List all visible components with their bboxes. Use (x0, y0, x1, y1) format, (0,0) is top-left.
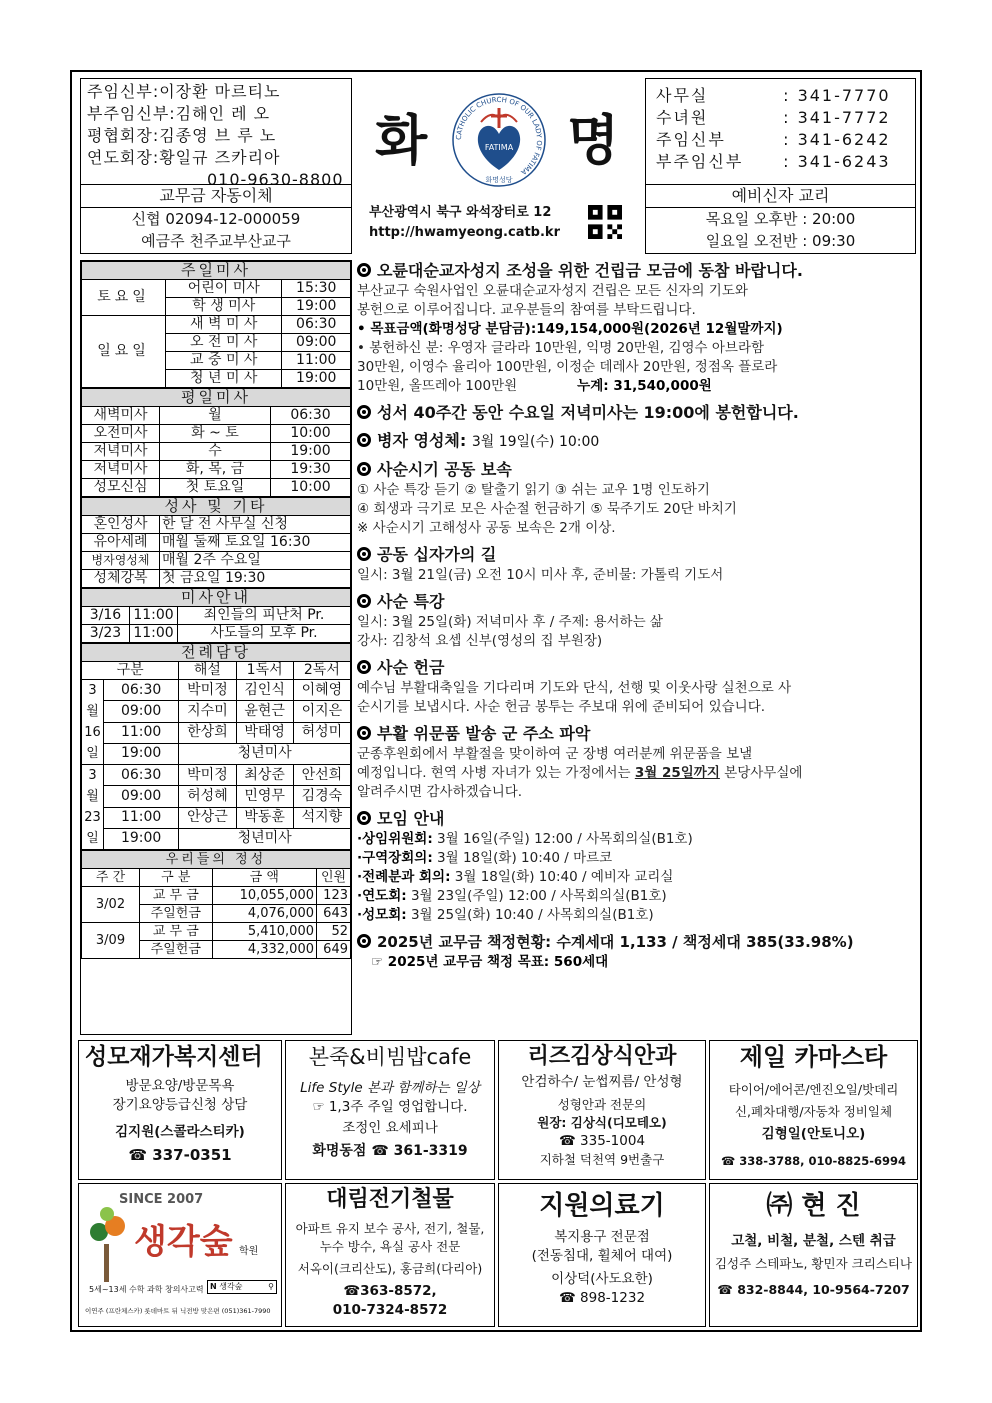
liturgy-time: 09:00 (104, 701, 179, 722)
reader-1: 박태영 (236, 722, 293, 743)
ad-phone: ☎ 832-8844, 10-9564-7207 (717, 1282, 910, 1297)
mass-type: 성모신심 (82, 479, 160, 497)
ad-text: 방문요양/방문목욕 (125, 1078, 235, 1094)
logo-ring-text: CATHOLIC CHURCH OF OUR LADY OF FATIMA (454, 95, 544, 177)
notice-title: 오륜대순교자성지 조성을 위한 건립금 모금에 동참 바랍니다. (377, 261, 803, 280)
youth-mass: 청년미사 (179, 743, 351, 764)
mass-name: 학 생 미사 (166, 298, 282, 316)
mass-time: 10:00 (271, 479, 351, 497)
section-title: 성사 및 기타 (82, 498, 351, 516)
mass-time: 06:30 (271, 407, 351, 425)
catechism-box (646, 184, 915, 253)
youth-mass: 청년미사 (179, 828, 351, 849)
search-text: 생각숲 (219, 1282, 243, 1291)
section-title: 평일미사 (82, 389, 351, 407)
mass-guide-table (81, 588, 351, 643)
ad-title: 대림전기철물 (326, 1187, 454, 1212)
ad-since: SINCE 2007 (119, 1192, 204, 1207)
offering-count: 643 (317, 905, 351, 923)
ad-contact: 김형일(안토니오) (761, 1126, 866, 1142)
phone-row: 수녀원 : 341-7772 (656, 108, 891, 127)
offering-kind: 주일헌금 (140, 941, 213, 959)
offering-week: 3/02 (82, 887, 140, 923)
ad-contact: 조정인 요세피나 (342, 1120, 438, 1136)
commentator: 박미정 (179, 680, 236, 701)
guide-date: 3/16 (82, 607, 130, 625)
ad-contact: 서옥이(크리산도), 홍금희(다리아) (297, 1261, 483, 1276)
liturgy-time: 11:00 (104, 722, 179, 743)
reader-2: 이혜영 (293, 680, 350, 701)
phone-number: 341-6243 (797, 152, 891, 171)
ad-phone: 010-7324-8572 (332, 1302, 448, 1318)
ad-text: 복지용구 전문점 (554, 1229, 650, 1245)
meeting-name: ·연도회: (357, 888, 407, 904)
ad-phone: ☎ 337-0351 (128, 1146, 232, 1164)
commentator: 한상희 (179, 722, 236, 743)
bullet-icon (357, 547, 371, 561)
ad-tag: 학원 (239, 1246, 259, 1257)
offering-amount: 10,055,000 (212, 887, 316, 905)
staff-line: 평협회장:김종영 브 루 노 (87, 126, 277, 145)
sacrament-name: 병자영성체 (82, 552, 160, 570)
offering-amount: 4,076,000 (212, 905, 316, 923)
logo-bottom-text: 화명성당 (485, 176, 513, 184)
reader-1: 민영무 (236, 786, 293, 807)
liturgy-time: 19:00 (104, 828, 179, 849)
donor-list: • 봉헌하신 분: 우영자 글라라 10만원, 익명 20만원, 김영수 아브라함 (357, 340, 765, 356)
notice-sick-communion (357, 430, 915, 453)
mass-days: 화, 목, 금 (160, 461, 271, 479)
ad-eye-clinic (498, 1040, 706, 1180)
ad-title: 제일 카마스타 (739, 1043, 888, 1071)
offering-week: 3/09 (82, 923, 140, 959)
commentator: 지수미 (179, 701, 236, 722)
ad-phone: ☎ 898-1232 (558, 1290, 646, 1306)
offering-count: 649 (317, 941, 351, 959)
sunday-mass-table (81, 261, 351, 388)
phone-row: 주임신부 : 341-6242 (656, 130, 891, 149)
ad-bonjuk (285, 1040, 495, 1180)
phone-number: 341-7772 (797, 108, 891, 127)
auto-transfer-box (81, 184, 351, 253)
staff-phone: 010-9630-8800 (207, 170, 344, 189)
ad-car-master (709, 1040, 918, 1180)
notice-detail: 3월 19일(수) 10:00 (471, 434, 600, 450)
bullet-icon (357, 811, 371, 825)
notice-building-fund (357, 260, 915, 396)
liturgy-time: 11:00 (104, 807, 179, 828)
mass-time: 09:00 (282, 334, 351, 352)
ad-text: 신,폐차대행/자동차 정비일체 (734, 1104, 893, 1119)
logo-center-text: FATIMA (484, 143, 514, 152)
sacrament-detail: 첫 금요일 19:30 (160, 570, 351, 588)
ad-home-care (78, 1040, 282, 1180)
mass-time: 11:00 (282, 352, 351, 370)
mass-time: 19:30 (271, 461, 351, 479)
sacrament-name: 혼인성사 (82, 516, 160, 534)
search-icon: ⚲ (268, 1282, 274, 1291)
notice-title: 성서 40주간 동안 수요일 저녁미사는 19:00에 봉헌합니다. (377, 403, 799, 422)
donor-list: 10만원, 올뜨레아 100만원 (357, 378, 518, 394)
column-header: 금 액 (212, 869, 316, 887)
notice-military-gifts (357, 723, 915, 802)
reader-2: 김경숙 (293, 786, 350, 807)
notice-text: 일시: 3월 21일(금) 오전 10시 미사 후, 준비물: 가톨릭 기도서 (357, 567, 724, 583)
bullet-icon (357, 660, 371, 674)
mass-type: 저녁미사 (82, 461, 160, 479)
tree-icon (87, 1204, 127, 1284)
ad-electric-hardware (285, 1183, 495, 1327)
offering-amount: 4,332,000 (212, 941, 316, 959)
column-header: 구 분 (140, 869, 213, 887)
notices-column (357, 260, 915, 1035)
weekday-mass-table (81, 388, 351, 497)
reader-1: 윤현근 (236, 701, 293, 722)
reader-1: 최상준 (236, 765, 293, 786)
ad-text: 5세~13세 수학 과학 창의사고력 (89, 1285, 204, 1294)
phone-label: 수녀원 (656, 108, 709, 127)
staff-line: 연도회장:황일규 즈카리아 (87, 148, 281, 167)
notice-title: 사순 특강 (377, 592, 445, 611)
account-holder: 예금주 천주교부산교구 (141, 232, 291, 250)
notice-text: 봉헌으로 이루어집니다. 교우분들의 참여를 부탁드립니다. (357, 302, 696, 318)
ad-text: (전동침대, 휠체어 대여) (531, 1248, 673, 1264)
qr-code-icon[interactable] (588, 205, 622, 239)
guide-intention: 죄인들의 피난처 Pr. (178, 607, 351, 625)
address: 부산광역시 북구 와석장터로 12 (369, 205, 552, 220)
staff-box (80, 78, 352, 254)
deadline: 3월 25일까지 (634, 765, 720, 781)
column-header: 1독서 (236, 662, 293, 680)
liturgy-date: 3월16일 (82, 680, 104, 765)
bullet-icon (357, 934, 371, 948)
liturgy-time: 06:30 (104, 765, 179, 786)
ad-thinking-forest (78, 1183, 282, 1327)
ad-contact: 김성주 스테파노, 황민자 크리스티나 (714, 1256, 913, 1271)
ad-title: 지원의료기 (539, 1191, 665, 1221)
website-link[interactable]: http://hwamyeong.catb.kr (369, 225, 560, 240)
liturgy-time: 19:00 (104, 743, 179, 764)
ad-text: 장기요양등급신청 상담 (112, 1097, 248, 1113)
ad-text: 지하철 덕천역 9번출구 (539, 1152, 665, 1167)
ad-phone: ☎363-8572, (343, 1283, 437, 1299)
notice-title: 모임 안내 (377, 809, 445, 828)
commentator: 안상근 (179, 807, 236, 828)
sacrament-name: 유아세례 (82, 534, 160, 552)
notice-text: 순시기를 보냅시다. 사순 헌금 봉투는 주보대 위에 준비되어 있습니다. (357, 699, 766, 715)
phone-label: 사무실 (656, 86, 709, 105)
meeting-detail: 3월 18일(화) 10:40 / 마르코 (432, 850, 613, 866)
notice-meetings (357, 808, 915, 925)
mass-time: 15:30 (282, 280, 351, 298)
sacrament-detail: 매월 2주 수요일 (160, 552, 351, 570)
notice-text: 예수님 부활대축일을 기다리며 기도와 단식, 선행 및 이웃사랑 실천으로 사 (357, 680, 792, 696)
ad-hyunjin (709, 1183, 918, 1327)
column-header: 인원 (317, 869, 351, 887)
catechism-title: 예비신자 교리 (646, 185, 915, 208)
mass-name: 새 벽 미 사 (166, 316, 282, 334)
bullet-icon (357, 462, 371, 476)
reader-2: 이지은 (293, 701, 350, 722)
meeting-row (357, 849, 915, 868)
ad-medical-devices (498, 1183, 706, 1327)
notice-title: 사순 헌금 (377, 658, 445, 677)
section-title: 주일미사 (82, 262, 351, 280)
meeting-row (357, 830, 915, 849)
ad-title: 성모재가복지센터 (85, 1044, 263, 1070)
meeting-name: ·전례분과 회의: (357, 869, 451, 885)
meeting-row (357, 868, 915, 887)
phone-row: 사무실 : 341-7770 (656, 86, 891, 105)
ad-phone: ☎ 338-3788, 010-8825-6994 (720, 1154, 907, 1168)
notice-lent-lecture (357, 591, 915, 651)
notice-lent-penance (357, 459, 915, 538)
notice-dues-status (357, 931, 915, 972)
guide-intention: 사도들의 모후 Pr. (178, 625, 351, 643)
mass-name: 교 중 미 사 (166, 352, 282, 370)
dues-goal: ☞ 2025년 교무금 책정 목표: 560세대 (371, 954, 609, 970)
day-label: 토요일 (82, 280, 166, 316)
notice-text: ① 사순 특강 듣기 ② 탈출기 읽기 ③ 쉬는 교우 1명 인도하기 (357, 482, 710, 498)
guide-time: 11:00 (130, 607, 178, 625)
title-right-char: 명 (567, 109, 620, 172)
meeting-name: ·구역장회의: (357, 850, 433, 866)
bulletin-page (70, 70, 922, 1332)
meeting-name: ·성모회: (357, 907, 407, 923)
notice-text: 부산교구 숙원사업인 오륜대순교자성지 건립은 모든 신자의 기도와 (357, 283, 748, 299)
ad-title: 생각숲 (134, 1222, 233, 1262)
ad-phone: 화명동점 ☎ 361-3319 (312, 1143, 468, 1159)
mass-time: 19:00 (282, 298, 351, 316)
offering-kind: 교 무 금 (140, 923, 213, 941)
ad-text: Life Style 본과 함께하는 일상 (300, 1080, 480, 1096)
address-block (369, 203, 560, 243)
mass-days: 화 ~ 토 (160, 425, 271, 443)
column-header: 구분 (82, 662, 179, 680)
schedule-column (80, 260, 352, 1035)
column-header: 2독서 (293, 662, 350, 680)
ad-text: 성형안과 전문의 (557, 1097, 647, 1112)
bullet-icon (357, 726, 371, 740)
mass-time: 19:00 (282, 370, 351, 388)
phone-label: 주임신부 (656, 130, 726, 149)
title-left-char: 화 (375, 109, 428, 172)
masthead (355, 78, 642, 254)
offering-kind: 주일헌금 (140, 905, 213, 923)
liturgy-table (81, 643, 351, 850)
mass-time: 19:00 (271, 443, 351, 461)
mass-name: 오 전 미 사 (166, 334, 282, 352)
ad-text: 안검하수/ 눈썹찌름/ 안성형 (521, 1074, 683, 1090)
mass-days: 수 (160, 443, 271, 461)
guide-time: 11:00 (130, 625, 178, 643)
phone-label: 부주임신부 (656, 152, 744, 171)
meeting-row (357, 887, 915, 906)
reader-2: 안선희 (293, 765, 350, 786)
ad-contact: 원장: 김상식(디모테오) (537, 1115, 667, 1130)
mass-type: 저녁미사 (82, 443, 160, 461)
ad-text: 누수 방수, 욕실 공사 전문 (319, 1239, 461, 1254)
ad-contact: 이연주 (프란체스카) 롯데마트 뒤 닉전방 맞은편 (051)361-7990 (85, 1307, 271, 1315)
catechism-line: 목요일 오후반 : 20:00 (705, 210, 856, 228)
mass-type: 새벽미사 (82, 407, 160, 425)
sacrament-detail: 매월 둘째 토요일 16:30 (160, 534, 351, 552)
search-box: N 생각숲 ⚲ (207, 1280, 277, 1294)
notice-text: 알려주시면 감사하겠습니다. (357, 784, 523, 800)
offering-amount: 5,410,000 (212, 923, 316, 941)
mass-time: 10:00 (271, 425, 351, 443)
commentator: 박미정 (179, 765, 236, 786)
ad-title: 리즈김상식안과 (527, 1044, 677, 1069)
offering-count: 52 (317, 923, 351, 941)
phone-row: 부주임신부 : 341-6243 (656, 152, 891, 171)
ad-text: ☞ 1,3주 주일 영업합니다. (312, 1099, 468, 1115)
notice-title: 2025년 교무금 책정현황: 수계세대 1,133 / 책정세대 385(33.98%) (377, 933, 854, 951)
mass-time: 06:30 (282, 316, 351, 334)
reader-2: 허성미 (293, 722, 350, 743)
ad-text: 타이어/에어콘/엔진오일/밧데리 (728, 1082, 899, 1097)
notice-title: 병자 영성체: (377, 431, 467, 450)
sacrament-name: 성체강복 (82, 570, 160, 588)
notice-title: 공동 십자가의 길 (377, 545, 497, 564)
liturgy-time: 06:30 (104, 680, 179, 701)
ad-contact: 이상덕(사도요한) (551, 1271, 653, 1287)
phone-box (645, 78, 916, 254)
ad-text: 아파트 유지 보수 공사, 전기, 철물, (295, 1221, 485, 1236)
auto-transfer-title: 교무금 자동이체 (81, 185, 351, 208)
parish-logo (451, 92, 547, 188)
notice-text: 군종후원회에서 부활절을 맞이하여 군 장병 여러분께 위문품을 보낼 (357, 746, 753, 762)
staff-line: 주임신부:이장환 마르티노 (87, 82, 281, 101)
ad-title: ㈜ 현 진 (766, 1191, 861, 1221)
sacrament-detail: 한 달 전 사무실 신청 (160, 516, 351, 534)
notice-text: 강사: 김창석 요셉 신부(영성의 집 부원장) (357, 633, 603, 649)
notice-title: 부활 위문품 발송 군 주소 파악 (377, 724, 591, 743)
section-title: 미사안내 (82, 589, 351, 607)
column-header: 해설 (179, 662, 236, 680)
notice-text: ※ 사순시기 고해성사 공동 보속은 2개 이상. (357, 520, 616, 536)
liturgy-time: 09:00 (104, 786, 179, 807)
bullet-icon (357, 594, 371, 608)
ad-title: 본죽&비빔밥cafe (308, 1045, 472, 1069)
section-title: 우리들의 정성 (82, 851, 351, 869)
offering-table (81, 850, 351, 959)
notice-text: ④ 희생과 극기로 모은 사순절 헌금하기 ⑤ 묵주기도 20단 바치기 (357, 501, 737, 517)
day-label: 일요일 (82, 316, 166, 388)
commentator: 허성혜 (179, 786, 236, 807)
column-header: 주 간 (82, 869, 140, 887)
liturgy-date: 3월23일 (82, 765, 104, 850)
ad-contact: 김지원(스콜라스티카) (115, 1124, 245, 1140)
notice-text: 본당사무실에 (719, 765, 803, 781)
ad-text: 고철, 비철, 분철, 스텐 취급 (731, 1233, 896, 1249)
guide-date: 3/23 (82, 625, 130, 643)
notice-title: 사순시기 공동 보속 (377, 460, 512, 479)
sacraments-table (81, 497, 351, 588)
notice-text: 일시: 3월 25일(화) 저녁미사 후 / 주제: 용서하는 삶 (357, 614, 663, 630)
notice-bible-study (357, 402, 915, 424)
notice-lent-offering (357, 657, 915, 717)
donor-list: 30만원, 이영수 율리아 100만원, 이정순 데레사 20만원, 정점옥 플로라 (357, 359, 778, 375)
bullet-icon (357, 405, 371, 419)
reader-1: 김인식 (236, 680, 293, 701)
staff-line: 부주임신부:김해인 레 오 (87, 104, 271, 123)
catechism-line: 일요일 오전반 : 09:30 (705, 232, 856, 250)
meeting-detail: 3월 23일(주일) 12:00 / 사목회의실(B1호) (406, 888, 667, 904)
bank-account: 신협 02094-12-000059 (131, 210, 301, 228)
bullet-icon (357, 433, 371, 447)
meeting-detail: 3월 25일(화) 10:40 / 사목회의실(B1호) (406, 907, 654, 923)
offering-count: 123 (317, 887, 351, 905)
meeting-detail: 3월 16일(주일) 12:00 / 사목회의실(B1호) (432, 831, 693, 847)
mass-days: 첫 토요일 (160, 479, 271, 497)
notice-text: 예정입니다. 현역 사병 자녀가 있는 가정에서는 (357, 765, 635, 781)
reader-1: 박동훈 (236, 807, 293, 828)
meeting-detail: 3월 18일(화) 10:40 / 예비자 교리실 (450, 869, 674, 885)
offering-kind: 교 무 금 (140, 887, 213, 905)
meeting-row (357, 906, 915, 925)
fund-total: 누계: 31,540,000원 (577, 378, 712, 394)
mass-days: 월 (160, 407, 271, 425)
notice-stations-of-cross (357, 544, 915, 585)
phone-number: 341-7770 (797, 86, 891, 105)
bullet-icon (357, 263, 371, 277)
mass-type: 오전미사 (82, 425, 160, 443)
fund-goal: • 목표금액(화명성당 분담금):149,154,000원(2026년 12월말까지) (357, 321, 783, 337)
ad-phone: ☎ 335-1004 (558, 1133, 646, 1149)
meeting-name: ·상임위원회: (357, 831, 433, 847)
reader-2: 석지향 (293, 807, 350, 828)
phone-number: 341-6242 (797, 130, 891, 149)
mass-name: 청 년 미 사 (166, 370, 282, 388)
section-title: 전례담당 (82, 644, 351, 662)
mass-name: 어린이 미사 (166, 280, 282, 298)
